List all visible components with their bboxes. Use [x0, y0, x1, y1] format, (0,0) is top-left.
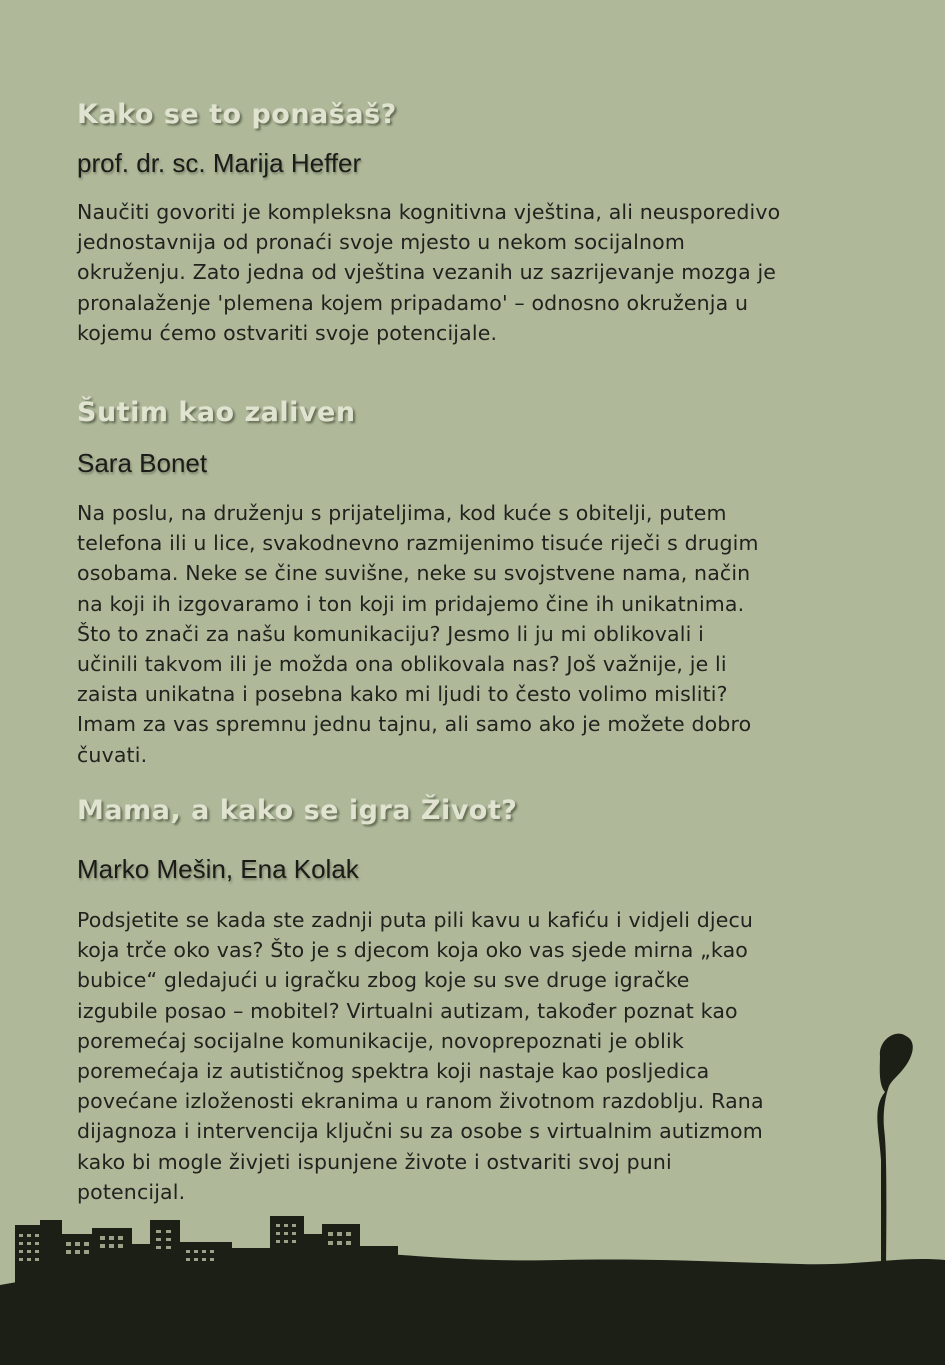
article-author: Sara Bonet: [77, 448, 208, 478]
window: [19, 1250, 23, 1253]
window: [337, 1241, 342, 1245]
building: [58, 1234, 92, 1280]
window: [166, 1230, 171, 1233]
window: [66, 1250, 71, 1254]
body-line: poremećaj socijalne komunikacije, novoprepoznati je oblik: [77, 1028, 684, 1053]
body-line: poremećaja iz autističnog spektra koji nastaje kao posljedica: [77, 1059, 710, 1084]
body-line: Imam za vas spremnu jednu tajnu, ali samo ako je možete dobro: [77, 712, 752, 737]
window: [118, 1244, 123, 1248]
window: [156, 1230, 161, 1233]
body-line: Što to znači za našu komunikaciju? Jesmo li ju mi oblikovali i: [77, 621, 704, 646]
article-body: [77, 197, 877, 348]
body-line: jednostavnija od pronaći svoje mjesto u nekom socijalnom: [77, 230, 685, 255]
window: [194, 1258, 198, 1261]
article-body: [77, 498, 877, 770]
window: [100, 1244, 105, 1248]
tower-silhouette: [877, 1034, 912, 1270]
city-skyline-illustration: [0, 1020, 945, 1365]
article-title: Mama, a kako se igra Život?: [77, 795, 518, 826]
window: [19, 1242, 23, 1245]
window: [210, 1258, 214, 1261]
article-title: Kako se to ponašaš?: [77, 99, 397, 130]
building: [300, 1234, 324, 1278]
window: [328, 1241, 333, 1245]
window: [19, 1234, 23, 1237]
window: [202, 1258, 206, 1261]
article-title: Šutim kao zaliven: [77, 397, 356, 428]
window: [35, 1242, 39, 1245]
window: [19, 1258, 23, 1261]
window: [328, 1232, 333, 1236]
body-line: kako bi mogle živjeti ispunjene živote i ostvariti svoj puni: [77, 1149, 672, 1174]
window: [166, 1238, 171, 1241]
body-line: čuvati.: [77, 742, 148, 767]
window: [276, 1224, 280, 1227]
body-line: bubice“ gledajući u igračku zbog koje su sve druge igračke: [77, 968, 690, 993]
window: [284, 1240, 288, 1243]
window: [27, 1250, 31, 1253]
window: [292, 1240, 296, 1243]
window: [210, 1250, 214, 1253]
window: [35, 1258, 39, 1261]
window: [276, 1232, 280, 1235]
body-line: pronalaženje 'plemena kojem pripadamo' – odnosno okruženja u: [77, 290, 749, 315]
body-line: izgubile posao – mobitel? Virtualni autizam, također poznat kao: [77, 998, 738, 1023]
window: [84, 1242, 89, 1246]
window: [284, 1232, 288, 1235]
window: [284, 1224, 288, 1227]
window: [156, 1238, 161, 1241]
window: [118, 1236, 123, 1240]
window: [27, 1242, 31, 1245]
window: [35, 1234, 39, 1237]
window: [100, 1236, 105, 1240]
body-line: Podsjetite se kada ste zadnji puta pili kavu u kafiću i vidjeli djecu: [77, 908, 754, 932]
body-line: okruženju. Zato jedna od vještina vezanih uz sazrijevanje mozga je: [77, 260, 777, 285]
building: [358, 1246, 398, 1276]
window: [109, 1236, 114, 1240]
body-line: učinili takvom ili je možda ona oblikovala nas? Još važnije, je li: [77, 652, 727, 677]
window: [156, 1246, 161, 1249]
window: [292, 1232, 296, 1235]
building: [230, 1248, 270, 1278]
body-line: potencijal.: [77, 1179, 186, 1204]
window: [27, 1258, 31, 1261]
body-line: telefona ili u lice, svakodnevno razmijenimo tisuće riječi s drugim: [77, 531, 759, 556]
window: [346, 1232, 351, 1236]
window: [186, 1250, 190, 1253]
article-1: [77, 97, 877, 348]
window: [84, 1250, 89, 1254]
window: [346, 1241, 351, 1245]
building: [150, 1220, 180, 1280]
body-line: koja trče oko vas? Što je s djecom koja oko vas sjede mirna „kao: [77, 938, 748, 963]
window: [27, 1234, 31, 1237]
body-line: osobama. Neke se čine suvišne, neke su svojstvene nama, način: [77, 561, 751, 586]
window: [337, 1232, 342, 1236]
body-line: Na poslu, na druženju s prijateljima, kod kuće s obitelji, putem: [77, 501, 727, 525]
article-author: prof. dr. sc. Marija Heffer: [77, 148, 362, 178]
body-line: na koji ih izgovaramo i ton koji im pridajemo čine ih unikatnima.: [77, 591, 745, 616]
window: [35, 1250, 39, 1253]
article-author: Marko Mešin, Ena Kolak: [77, 854, 359, 884]
window: [194, 1250, 198, 1253]
body-line: zaista unikatna i posebna kako mi ljudi to često volimo misliti?: [77, 682, 728, 707]
window: [66, 1242, 71, 1246]
window: [292, 1224, 296, 1227]
window: [109, 1244, 114, 1248]
body-line: dijagnoza i intervencija ključni su za osobe s virtualnim autizmom: [77, 1119, 763, 1144]
body-line: kojemu ćemo ostvariti svoje potencijale.: [77, 320, 498, 345]
article-2: [77, 395, 877, 770]
window: [166, 1246, 171, 1249]
body-line: povećane izloženosti ekranima u ranom životnom razdoblju. Rana: [77, 1089, 764, 1114]
window: [75, 1250, 80, 1254]
window: [276, 1240, 280, 1243]
window: [186, 1258, 190, 1261]
window: [202, 1250, 206, 1253]
window: [75, 1242, 80, 1246]
body-line: Naučiti govoriti je kompleksna kognitivna vještina, ali neusporedivo: [77, 200, 781, 224]
building: [92, 1228, 132, 1278]
